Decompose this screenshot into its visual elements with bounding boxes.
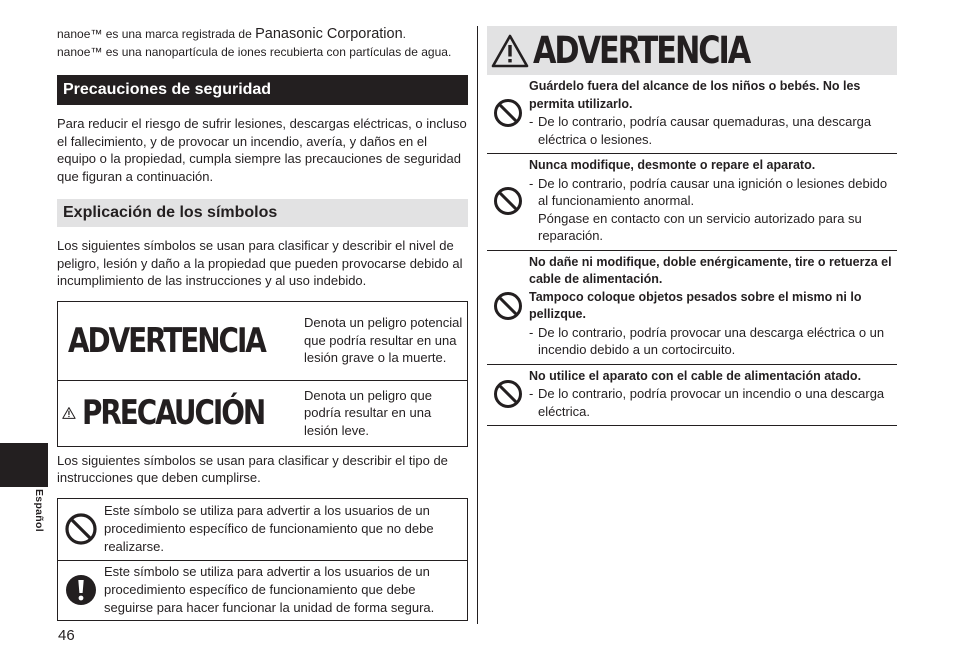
warning-detail: De lo contrario, podría provocar un incendio o una descarga eléctrica.: [538, 386, 885, 419]
safety-heading: Precauciones de seguridad: [57, 75, 468, 105]
prohibition-icon: [64, 512, 98, 546]
warning-detail-extra: Póngase en contacto con un servicio autorizado para su reparación.: [538, 210, 862, 243]
language-tab: [0, 443, 48, 487]
warning-icon-cell: [487, 78, 529, 148]
warning-body: [529, 368, 897, 421]
warning-item: [487, 365, 897, 427]
prohibition-icon: [493, 379, 523, 409]
warning-icon-cell: [487, 157, 529, 245]
warning-icon-cell: [487, 254, 529, 359]
right-column: [487, 26, 897, 426]
symbols-intro: Los siguientes símbolos se usan para clasificar y describir el nivel de peligro, lesión y daño a la propiedad que pueden provocarse debido al incumplimiento de las instrucciones y al uso indebido.: [57, 238, 463, 288]
symbol-icon-cell: [58, 512, 104, 546]
symbol-row-prohibited: [58, 499, 467, 560]
nanoe-trademark-end: .: [402, 27, 406, 41]
warning-triangle-icon: [491, 34, 529, 68]
language-label: Español: [33, 489, 45, 532]
signal-word: PRECAUCIÓN: [81, 393, 265, 433]
left-column: [57, 26, 468, 621]
column-divider: [477, 26, 478, 624]
type-intro: Los siguientes símbolos se usan para clasificar y describir el tipo de instrucciones que deben cumplirse.: [57, 452, 448, 485]
corporation-name: Panasonic Corporation: [255, 26, 403, 42]
prohibition-icon: [493, 98, 523, 128]
warning-header-title: ADVERTENCIA: [533, 28, 750, 72]
symbol-icon-cell: [58, 574, 104, 606]
warning-body: [529, 254, 897, 359]
warning-body: [529, 78, 897, 148]
mandatory-icon: [65, 574, 97, 606]
page-number: 46: [58, 627, 75, 644]
signal-description: Denota un peligro potencial que podría resultar en una lesión grave o la muerte.: [304, 315, 463, 366]
nanoe-description: nanoe™ es una nanopartícula de iones recubierta con partículas de agua.: [57, 44, 452, 59]
signal-row-warning: [58, 302, 467, 380]
dash-marker: -: [529, 114, 534, 129]
symbol-description: Este símbolo se utiliza para advertir a los usuarios de un procedimiento específico de funcionamiento que debe seguirse para hacer funcionar la unidad de forma segura.: [104, 564, 435, 615]
symbol-table: [57, 498, 468, 621]
nanoe-trademark-line: [57, 26, 468, 44]
signal-word-cell: [58, 393, 304, 433]
signal-word-cell: [58, 321, 304, 361]
warning-instruction: Guárdelo fuera del alcance de los niños o bebés. No les permita utilizarlo.: [529, 79, 861, 111]
symbol-row-mandatory: [58, 560, 467, 620]
warning-instruction: Nunca modifique, desmonte o repare el aparato.: [529, 158, 816, 172]
warning-detail: De lo contrario, podría causar una ignición o lesiones debido al funcionamiento anormal.: [538, 175, 888, 208]
signal-description: Denota un peligro que podría resultar en una lesión leve.: [304, 387, 432, 438]
warning-detail: De lo contrario, podría provocar una descarga eléctrica o un incendio debido a un cortocircuito.: [538, 324, 885, 357]
warning-item: [487, 251, 897, 365]
warning-icon-cell: [487, 368, 529, 421]
signal-word-table: [57, 301, 468, 447]
warning-item: [487, 75, 897, 154]
warning-detail-line: [529, 385, 897, 420]
symbols-heading: Explicación de los símbolos: [57, 199, 468, 227]
warning-instruction-extra: Tampoco coloque objetos pesados sobre el mismo ni lo pellizque.: [529, 289, 862, 321]
warning-instruction: No utilice el aparato con el cable de alimentación atado.: [529, 368, 862, 383]
warning-detail-line: [529, 113, 897, 148]
nanoe-trademark-text: nanoe™ es una marca registrada de: [57, 27, 256, 41]
warning-detail-line: [529, 324, 897, 359]
warning-body: [529, 157, 897, 245]
warning-triangle-icon: [62, 397, 76, 429]
dash-marker: -: [529, 324, 534, 340]
symbol-description: Este símbolo se utiliza para advertir a los usuarios de un procedimiento específico de funcionamiento que no debe realizarse.: [104, 503, 434, 554]
nanoe-note: [57, 26, 468, 61]
warning-detail-line: [529, 175, 897, 210]
dash-marker: -: [529, 175, 534, 191]
prohibition-icon: [493, 186, 523, 216]
prohibition-icon: [493, 291, 523, 321]
signal-word: ADVERTENCIA: [68, 320, 265, 361]
warning-header: [487, 26, 897, 75]
warning-item: [487, 154, 897, 251]
safety-intro: Para reducir el riesgo de sufrir lesiones, descargas eléctricas, o incluso el fallecimiento, y de provocar un incendio, avería, y daños en el equipo o la propiedad, cumpla siempre las precauciones de seguridad que figuran a continuación.: [57, 116, 467, 184]
warning-detail: De lo contrario, podría causar quemaduras, una descarga eléctrica o lesiones.: [538, 114, 872, 147]
dash-marker: -: [529, 386, 534, 401]
warning-instruction: No dañe ni modifique, doble enérgicamente, tire o retuerza el cable de alimentación.: [529, 254, 892, 286]
signal-row-caution: [58, 380, 467, 446]
